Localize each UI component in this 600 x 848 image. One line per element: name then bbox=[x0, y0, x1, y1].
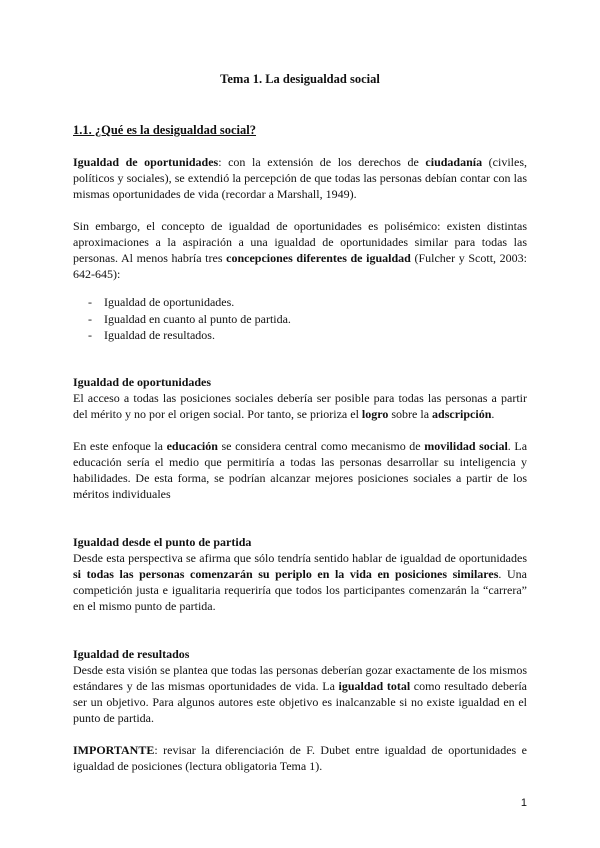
paragraph: El acceso a todas las posiciones sociales debería ser posible para todas las personas a partir del mérito y no por el origen social. Por tanto, se prioriza el logro sobre la adscripción. bbox=[73, 391, 527, 421]
subsection-heading: Igualdad de resultados bbox=[73, 647, 190, 661]
list-item: - Igualdad de resultados. bbox=[73, 327, 527, 344]
important-note: IMPORTANTE: revisar la diferenciación de F. Dubet entre igualdad de oportunidades e igualdad de posiciones (lectura obligatoria Tema 1). bbox=[73, 743, 527, 773]
paragraph: Desde esta visión se plantea que todas las personas deberían gozar exactamente de los mismos estándares y de las mismas oportunidades de vida. La igualdad total como resultado debería ser un objetivo. Para algunos autores este objetivo es inalcanzable si no existe igualdad en el punto de partida. bbox=[73, 663, 527, 725]
paragraph-educacion: En este enfoque la educación se considera central como mecanismo de movilidad social. La educación sería el medio que permitiría a todas las personas desarrollar su inteligencia y habilidades. De esta forma, se podrían alcanzar mejores posiciones sociales a partir de los méritos individuales bbox=[73, 439, 528, 501]
list-item: - Igualdad de oportunidades. bbox=[73, 294, 527, 311]
paragraph-intro: Igualdad de oportunidades: con la extensión de los derechos de ciudadanía (civiles, políticos y sociales), se extendió la percepción de que todas las personas debían contar con las mismas oportunidades de vida (recordar a Marshall, 1949). bbox=[73, 155, 528, 201]
subsection-resultados bbox=[73, 646, 527, 726]
concepts-list bbox=[73, 294, 527, 344]
subsection-heading: Igualdad de oportunidades bbox=[73, 375, 212, 389]
paragraph: Desde esta perspectiva se afirma que sólo tendría sentido hablar de igualdad de oportunidades si todas las personas comenzarán su periplo en la vida en posiciones similares. Una competición justa e igualitaria requeriría que todos los participantes comenzarán la “carrera” en el mismo punto de partida. bbox=[73, 551, 527, 613]
list-item: - Igualdad en cuanto al punto de partida. bbox=[73, 311, 527, 328]
subsection-oportunidades bbox=[73, 374, 527, 422]
subsection-heading: Igualdad desde el punto de partida bbox=[73, 535, 252, 549]
subsection-punto-partida bbox=[73, 534, 527, 614]
section-heading: 1.1. ¿Qué es la desigualdad social? bbox=[73, 123, 257, 137]
document-title: Tema 1. La desigualdad social bbox=[220, 72, 380, 86]
paragraph-concepts: Sin embargo, el concepto de igualdad de oportunidades es polisémico: existen distintas aproximaciones a la aspiración a una igualdad de oportunidades similar para todas las personas. Al menos habría tres concepciones diferentes de igualdad (Fulcher y Scott, 2003: 642-645): bbox=[73, 219, 528, 281]
page-number: 1 bbox=[520, 797, 527, 809]
